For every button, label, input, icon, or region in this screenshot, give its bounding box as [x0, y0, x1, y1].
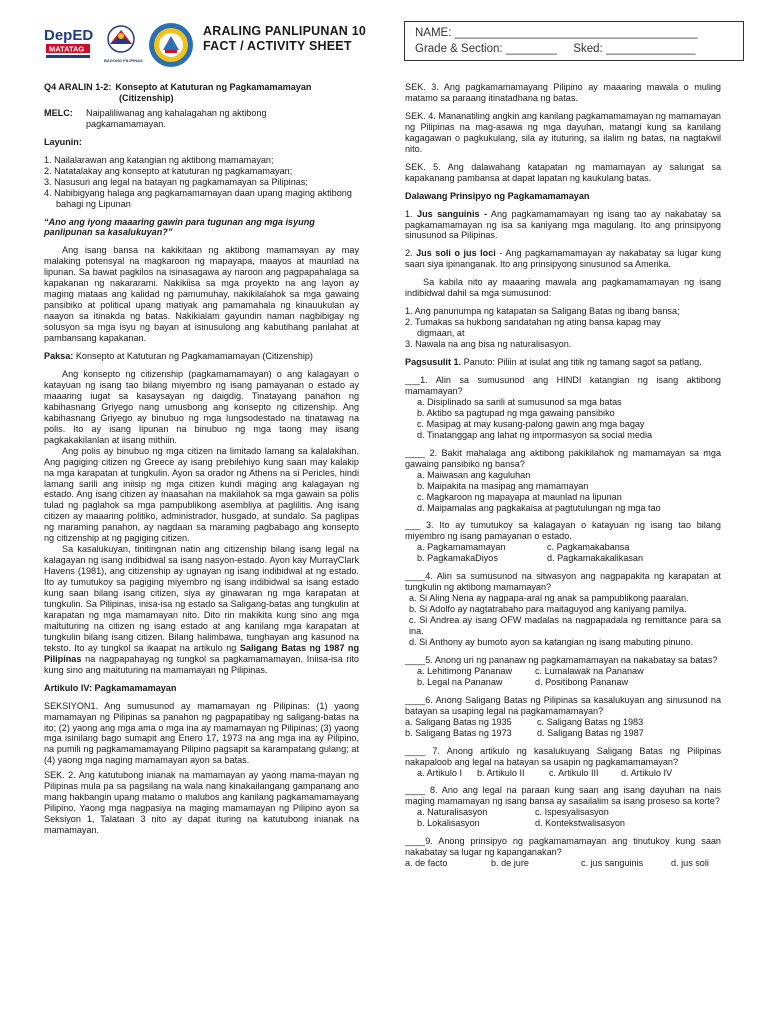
sked-field[interactable]: Sked: ______________ [573, 43, 696, 55]
mawala-item-3: 3. Nawala na ang bisa ng naturalisasyon. [405, 339, 572, 350]
q1-option-c: c. Masipag at may kusang-palong gawin ang mga bagay [417, 418, 645, 429]
q9-option-a: a. de facto [405, 858, 448, 869]
q6-option-b: b. Saligang Batas ng 1973 [405, 727, 512, 738]
deped-text: DepED [44, 27, 94, 44]
sheet-title-line1: ARALING PANLIPUNAN 10 [203, 24, 367, 38]
q8-option-d: d. Kontekstwalisasyon [535, 818, 625, 829]
q7-options [405, 768, 721, 779]
q4-option-d: d. Si Anthony ay bumoto ayon sa katangian ng isang mabuting pinuno. [409, 636, 694, 647]
layunin-label: Layunin: [44, 136, 82, 147]
q3-option-d: d. Pagkamakakalikasan [547, 553, 644, 564]
q3-option-b: b. PagkamakaDiyos [417, 553, 498, 564]
question-5[interactable]: ____5. Anong uri ng pananaw ng pagkamamamayan na nakabatay sa batas? [405, 654, 718, 665]
mawala-item-1: 1. Ang panunumpa ng katapatan sa Saligang Batas ng ibang bansa; [405, 306, 680, 317]
jus-soli-term: Jus soli o jus loci [416, 248, 496, 259]
paksa-text: Konsepto at Katuturan ng Pagkamamamayan (Citizenship) [75, 351, 313, 362]
melc-text: Naipaliliwanag ang kahalagahan ng aktibong pagkamamamayan. [86, 107, 267, 129]
q6-option-c: c. Saligang Batas ng 1983 [537, 716, 644, 727]
q9-option-d: d. jus soli [671, 858, 709, 869]
citizenship-paragraph: Ang konsepto ng citizenship (pagkamamamayan) o ang kalagayan o katayuan ng isang tao bilang miyembro ng isang pamayanan o estado ay maaaring iugat sa kasaysayan ng daigdig. Tinatayang panahon ng kabihasnang Griyego nang umusbong ang konsepto ng citizenship. Ang kabihasnang Griyego ay binubuo ng mga lungsodestado na tinatawag na polis. Ito ay isang lipunan na binubuo ng mga taong may iisang pagkakakilanlan at iisang mithiin. [44, 368, 359, 445]
bagong-pilipinas-text: BAGONG PILIPINAS [104, 58, 143, 63]
paksa-row [44, 351, 359, 362]
q4-option-a: a. Si Aling Nena ay nagpapa-aral ng anak sa pampublikong paaralan. [409, 593, 689, 604]
left-column [44, 82, 359, 836]
q8-option-b: b. Lokalisasyon [417, 818, 480, 829]
matatag-text: MATATAG [49, 44, 85, 54]
intro-paragraph: Ang isang bansa na kakikitaan ng aktibong mamamayan ay may malaking potensyal na magkaroon ng mapayapa, maayos at maunlad na lipunan. Sa bawat pagkilos na isinasagawa ay naroon ang pagpapahalaga sa kapakanan ng nakararami. Nakikiisa sa mga proyekto na ang layon ay maging mataas ang kalidad ng pamumuhay, nakikilalahok sa mga gawaing pansibiko at political upang matiyak ang pamamahala ng kinauukulan ay naayon sa itinakda ng batas. Nakikialam gayundin naman nagbibigay ng solusyon sa mga isyu ng bayan at isinusulong ang kabutihang panlahat at pambansang kapakanan. [44, 245, 359, 344]
prinsipyo-title: Dalawang Prinsipyo ng Pagkamamamayan [405, 190, 590, 201]
q6-option-a: a. Saligang Batas ng 1935 [405, 716, 512, 727]
school-seal-logo [148, 22, 194, 68]
kabila-paragraph: Sa kabila nito ay maaaring mawala ang pagkamamamayan ng isang indibidwal dahil sa mga sumusunod: [405, 277, 721, 299]
q9-option-b: b. de jure [491, 858, 529, 869]
pagsusulit-instructions: Pagsusulit 1. Panuto: Piliin at isulat ang titik ng tamang sagot sa patlang. [405, 357, 702, 368]
layunin-item-1: 1. Nailalarawan ang katangian ng aktibong mamamayan; [44, 154, 274, 165]
seksiyon-4: SEK. 4. Mananatiling angkin ang kanilang pagkamamamayan ng mamamayan ng Pilipinas na mag-asawa ng mga dayuhan, matangi kung sa kanilang kagagawan o pagkukulang, sila ay ituturing, sa ilalim ng batas, na nagtakwil nito. [405, 110, 721, 154]
lesson-heading [44, 82, 359, 93]
q3-options-row2 [405, 553, 721, 564]
q8-option-a: a. Naturalisasyon [417, 807, 488, 818]
prinsipyo-1: 1. Jus sanguinis - Ang pagkamamamayan ng isang tao ay nakabatay sa pagkamamamayan ng isa sa kaniyang mga magulang. Ito ang prinsipyong sinusunod sa Pilipinas. [405, 208, 722, 241]
q2-option-b: b. Maipakita na masipag ang mamamayan [417, 480, 589, 491]
sheet-title-line2: FACT / ACTIVITY SHEET [203, 39, 352, 53]
q5-options-row1 [405, 666, 721, 677]
melc-label: MELC: [44, 107, 73, 118]
deped-logo [44, 24, 94, 64]
question-8[interactable]: ____ 8. Ano ang legal na paraan kung saan ang isang dayuhan na nais maging mamamayan ng isang bansa ay sasailalim sa isang proseso sa korte? [405, 785, 721, 807]
pagsusulit-label: Pagsusulit 1. [405, 357, 462, 368]
lesson-subtitle: (Citizenship) [119, 92, 174, 103]
question-6[interactable]: ____6. Anong Saligang Batas ng Pilipinas sa kasalukuyan ang sinusunod na batayan sa usaping legal na pagkamamamayan? [405, 694, 721, 716]
mawala-item-2: 2. Tumakas sa hukbong sandatahan ng ating bansa kapag may digmaan, at [405, 317, 661, 339]
q6-options-row1 [405, 717, 721, 728]
paksa-label: Paksa: [44, 351, 74, 362]
q3-options-row1 [405, 542, 721, 553]
q2-option-a: a. Maiwasan ang kaguluhan [417, 469, 531, 480]
artikulo-title: Artikulo IV: Pagkamamamayan [44, 682, 177, 693]
q5-option-b: b. Legal na Pananaw [417, 676, 503, 687]
student-info-box [404, 21, 744, 61]
grade-sked-row [415, 41, 733, 57]
bagong-pilipinas-logo [104, 24, 143, 66]
q1-option-b: b. Aktibo sa pagtupad ng mga gawaing pansibiko [417, 407, 615, 418]
seksiyon-3: SEK. 3. Ang pagkamamamayang Pilipino ay maaaring mawala o muling matamo sa paraang itinatadhana ng batas. [405, 82, 721, 103]
grade-section-field[interactable]: Grade & Section: ________ [415, 43, 557, 55]
q4-option-b: b. Si Adolfo ay nagtatrabaho para maitaguyod ang kaniyang pamilya. [409, 604, 687, 615]
q9-option-c: c. jus sanguinis [581, 858, 644, 869]
jus-sanguinis-term: Jus sanguinis - [417, 208, 487, 219]
seksiyon-5: SEK. 5. Ang dalawahang katapatan ng mamamayan ay salungat sa kapakanang pambansa at dapat lapatan ng kaukulang batas. [405, 161, 721, 183]
question-4[interactable]: ____4. Alin sa sumusunod na sitwasyon ang nagpapakita ng karapatan at tungkulin ng aktibong mamamayan? [405, 571, 721, 593]
lesson-title: Konsepto at Katuturan ng Pagkamamamayan [115, 82, 312, 92]
q6-options-row2 [405, 728, 721, 739]
guide-question: “Ano ang iyong maaaring gawin para tugunan ang mga isyung panlipunan sa kasalukuyan?” [44, 216, 315, 238]
q3-option-a: a. Pagkamamamayan [417, 542, 506, 553]
q4-option-c: c. Si Andrea ay isang OFW madalas na nagpapadala ng remittance para sa ina. [409, 615, 721, 637]
q2-option-d: d. Maipamalas ang pagkakaisa at pagtutulungan ng mga tao [417, 502, 661, 513]
q9-options [405, 858, 721, 869]
q3-option-c: c. Pagkamakabansa [547, 542, 630, 553]
seksiyon-2: SEK. 2. Ang katutubong inianak na mamamayan ay yaong mama-mayan ng Pilipinas mula pa sa pagsilang na wala nang kinakailangang gampanang ano mang hakbangin upang matamo o malubos ang kanilang pagkamamamayang Pilipino. Yaong mga nagpasiya na maging mamamayan ng Pilipino ayon sa Seksiyon 1, Talataan 3 nito ay dapat ituring na katutubong inianak na mamamayan. [44, 770, 359, 836]
question-7[interactable]: ____ 7. Anong artikulo ng kasalukuyang Saligang Batas ng Pilipinas nakapaloob ang legal na batayan sa usapin ng pagkamamamayan? [405, 745, 721, 767]
kasalukuyan-paragraph: Sa kasalukuyan, tinitingnan natin ang citizenship bilang isang legal na kalagayan ng isang indibidwal sa isang nasyon-estado. Ayon kay MurrayClark Havens (1981), ang citizenship ay ugnayan ng isang indibidwal at ng estado. Ito ay tumutukoy sa pagiging miyembro ng isang indibidwal sa isang estado kung saan bilang isang citizen, siya ay ginawaran ng mga karapatan at tungkulin. Sa Pilipinas, inisa-isa ng estado sa Saligang-batas ang tungkulin at karapatan ng mga mamamayan nito. Dito rin makikita kung sino ang mga maituturing na citizen ng isang estado at ang kanilang mga karapatan at tungkulin bilang isang citizen. Bilang halimbawa, tunghayan ang kasunod na teksto. Ito ay tungkol sa ikaapat na artikulo ng Saligang Batas ng 1987 ng Pilipinas na nagpapahayag ng tungkol sa pagkamamamayan. Iniisa-isa rito kung sino ang maituturing na mamamayan ng Pilipinas. [44, 544, 359, 675]
q7-option-a: a. Artikulo I [417, 767, 462, 778]
layunin-item-4: 4. Nabibigyang halaga ang pagkamamamayan daan upang maging aktibong bahagi ng Lipunan [44, 187, 352, 209]
question-2[interactable]: ____ 2. Bakit mahalaga ang aktibong pakikilahok ng mamamayan sa mga gawaing pansibiko ng bansa? [405, 447, 721, 469]
q1-option-d: d. Tinatanggap ang lahat ng impormasyon sa social media [417, 429, 653, 440]
right-column [405, 82, 721, 869]
header [0, 0, 768, 72]
q5-options-row2 [405, 677, 721, 688]
q7-option-b: b. Artikulo II [477, 767, 525, 778]
q5-option-d: d. Positibong Pananaw [535, 676, 629, 687]
polis-paragraph: Ang polis ay binubuo ng mga citizen na limitado lamang sa kalalakihan. Ang pagiging citizen ng Greece ay isang prebilehiyo kung saan may kalakip na mga karapatan at tungkulin. Ayon sa orador ng Athens na si Pericles, hindi lamang sarili ang iniisip ng mga citizen kundi maging ang kalagayan ng estado. Ang isang citizen ay inaasahan na makilahok sa mga gawain sa polis tulad ng paglahok sa mga pampublikong asembliya at paglilitis. Ang isang citizen ay maaaring politiko, administrador, husgado, at sundalo. Sa paglipas ng maraming panahon, ay nagdaan sa maraming pagbabago ang konsepto ng citizenship at ng pagiging citizen. [44, 445, 359, 544]
layunin-item-2: 2. Natatalakay ang konsepto at katuturan ng pagkamamayan; [44, 165, 293, 176]
q8-option-c: c. Ispesyalisasyon [535, 807, 609, 818]
q5-option-a: a. Lehitimong Pananaw [417, 665, 513, 676]
saligang-batas-1987: Saligang Batas ng 1987 ng Pilipinas [44, 642, 359, 664]
question-3[interactable]: ___ 3. Ito ay tumutukoy sa kalagayan o katayuan ng isang tao bilang miyembro ng isang pamayanan o estado. [405, 520, 721, 542]
question-9[interactable]: ____9. Anong prinsipyo ng pagkamamamayan ang tinutukoy kung saan nakabatay sa lugar ng kapanganakan? [405, 836, 721, 858]
q8-options-row2 [405, 818, 721, 829]
q7-option-c: c. Artikulo III [549, 767, 599, 778]
question-1[interactable]: ___1. Alin sa sumusunod ang HINDI katangian ng isang aktibong mamamayan? [405, 375, 721, 396]
q5-option-c: c. Lumalawak na Pananaw [535, 665, 644, 676]
layunin-item-3: 3. Nasusuri ang legal na batayan ng pagkamamayan sa Pilipinas; [44, 176, 308, 187]
seksiyon-1: SEKSIYON1. Ang sumusunod ay mamamayan ng Pilipinas: (1) yaong mamamayan ng Pilipinas sa panahon ng pagpapatibay ng saligang-batas na ito; (2) yaong ang mga ama o mga ina ay mamamayan ng Pilipinas; (3) yaong mga isinilang bago sumapit ang Enero 17, 1973 na ang mga ina ay Pilipino, na pumili ng pagkamamamayang Pilipino pagsapit sa karampatang gulang; at (4) yaong mga naging mamamayan ayon sa batas. [44, 700, 359, 766]
name-field[interactable]: NAME: ______________________________________ [415, 27, 698, 39]
prinsipyo-2: 2. Jus soli o jus loci - Ang pagkamamamayan ay nakabatay sa lugar kung saan siya ipinanganak. Ito ang prinsipyong sinusunod sa Amerika. [405, 248, 722, 270]
melc-row [44, 108, 359, 130]
q6-option-d: d. Saligang Batas ng 1987 [537, 727, 644, 738]
q8-options-row1 [405, 807, 721, 818]
q1-option-a: a. Disiplinado sa sarili at sumusunod sa mga batas [417, 396, 622, 407]
q7-option-d: d. Artikulo IV [621, 767, 673, 778]
lesson-code: Q4 ARALIN 1-2: [44, 82, 112, 92]
sheet-title [203, 24, 366, 54]
q2-option-c: c. Magkaroon ng mapayapa at maunlad na lipunan [417, 491, 622, 502]
